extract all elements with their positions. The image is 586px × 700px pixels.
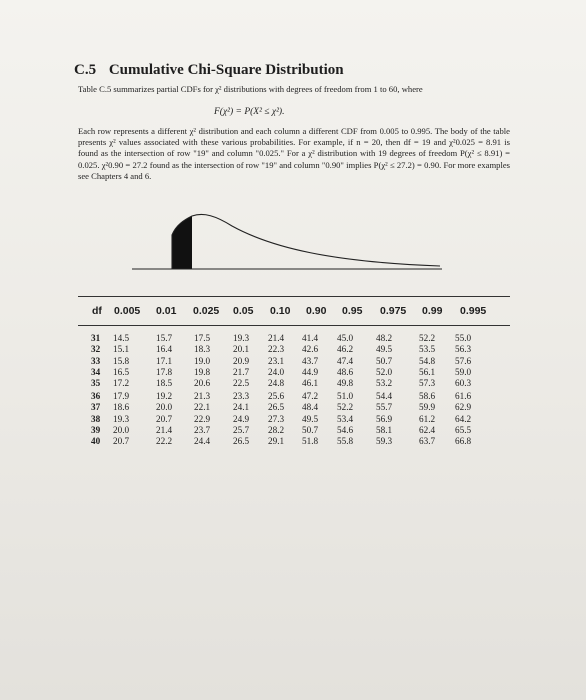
chi-square-value-cell: 52.2 bbox=[419, 333, 436, 343]
chi-square-value-cell: 59.3 bbox=[376, 436, 393, 447]
df-cell: 34 bbox=[91, 366, 101, 377]
table-row bbox=[86, 425, 516, 436]
chi-square-value-cell: 29.1 bbox=[268, 436, 285, 447]
chi-square-value-cell: 59.9 bbox=[419, 402, 436, 413]
chi-square-value-cell: 51.8 bbox=[302, 436, 319, 447]
table-row-group bbox=[86, 391, 516, 447]
chi-square-value-cell: 20.7 bbox=[156, 413, 173, 424]
column-header-probability: 0.01 bbox=[156, 305, 177, 317]
chi-square-value-cell: 17.2 bbox=[113, 378, 130, 389]
df-cell: 33 bbox=[91, 355, 101, 366]
table-row bbox=[86, 378, 516, 389]
table-row bbox=[86, 344, 516, 355]
chi-square-value-cell: 17.9 bbox=[113, 391, 130, 401]
chi-square-value-cell: 56.3 bbox=[455, 344, 472, 355]
table-row bbox=[86, 356, 516, 367]
column-header-probability: 0.995 bbox=[460, 305, 487, 317]
chi-square-value-cell: 19.8 bbox=[194, 366, 211, 377]
chi-square-value-cell: 55.8 bbox=[337, 436, 354, 447]
chi-square-value-cell: 61.2 bbox=[419, 413, 436, 424]
left-tail-shaded-area bbox=[172, 216, 192, 269]
section-number: C.5 bbox=[74, 62, 97, 78]
df-cell: 39 bbox=[91, 424, 101, 435]
column-header-probability: 0.90 bbox=[306, 305, 327, 317]
chi-square-value-cell: 16.5 bbox=[113, 366, 130, 377]
explanation-paragraph: Each row represents a different χ² distribution and each column a different CDF from 0.005 to 0.995. The body of the table presents χ² values associated with these various probabilities. For example, if n = 20, then df = 19 and χ²0.025 = 8.91 is found as the intersection of row "19" and column "0.025." For a χ² distribution with 19 degrees of freedom P(χ² ≤ 8.91) = 0.025. χ²0.90 = 27.2 found as the intersection of row "19" and column "0.90" implies P(χ² ≤ 27.2) = 0.90. For more examples see Chapters 4 and 6. bbox=[78, 126, 510, 181]
df-cell: 31 bbox=[91, 333, 101, 343]
chi-square-value-cell: 19.3 bbox=[233, 333, 250, 343]
column-header-probability: 0.99 bbox=[422, 305, 443, 317]
column-header-df: df bbox=[92, 305, 102, 317]
chi-square-value-cell: 20.0 bbox=[113, 424, 130, 435]
section-heading bbox=[74, 62, 344, 79]
column-header-probability: 0.10 bbox=[270, 305, 291, 317]
chi-square-value-cell: 22.9 bbox=[194, 413, 211, 424]
chi-square-value-cell: 49.8 bbox=[337, 378, 354, 389]
chi-square-value-cell: 48.6 bbox=[337, 366, 354, 377]
chi-square-density-curve-icon bbox=[132, 212, 442, 270]
chi-square-value-cell: 16.4 bbox=[156, 344, 173, 355]
chi-square-value-cell: 62.9 bbox=[455, 402, 472, 413]
column-header-probability: 0.95 bbox=[342, 305, 363, 317]
chi-square-value-cell: 41.4 bbox=[302, 333, 319, 343]
chi-square-value-cell: 15.1 bbox=[113, 344, 130, 355]
chi-square-value-cell: 53.4 bbox=[337, 413, 354, 424]
chi-square-value-cell: 64.2 bbox=[455, 413, 472, 424]
chi-square-value-cell: 20.0 bbox=[156, 402, 173, 413]
chi-square-value-cell: 47.2 bbox=[302, 391, 319, 401]
column-header-probability: 0.025 bbox=[193, 305, 220, 317]
df-cell: 40 bbox=[91, 436, 101, 447]
chi-square-value-cell: 50.7 bbox=[302, 424, 319, 435]
chi-square-value-cell: 17.5 bbox=[194, 333, 211, 343]
chi-square-value-cell: 21.7 bbox=[233, 366, 250, 377]
chi-square-value-cell: 42.6 bbox=[302, 344, 319, 355]
chi-square-value-cell: 53.2 bbox=[376, 378, 393, 389]
chi-square-value-cell: 28.2 bbox=[268, 424, 285, 435]
chi-square-value-cell: 25.7 bbox=[233, 424, 250, 435]
chi-square-value-cell: 22.1 bbox=[194, 402, 211, 413]
chi-square-value-cell: 58.6 bbox=[419, 391, 436, 401]
chi-square-value-cell: 22.3 bbox=[268, 344, 285, 355]
chi-square-value-cell: 50.7 bbox=[376, 355, 393, 366]
table-row bbox=[86, 367, 516, 378]
chi-square-value-cell: 22.5 bbox=[233, 378, 250, 389]
column-header-probability: 0.05 bbox=[233, 305, 254, 317]
chi-square-value-cell: 18.5 bbox=[156, 378, 173, 389]
chi-square-value-cell: 44.9 bbox=[302, 366, 319, 377]
chi-square-value-cell: 20.7 bbox=[113, 436, 130, 447]
df-cell: 37 bbox=[91, 402, 101, 413]
chi-square-value-cell: 61.6 bbox=[455, 391, 472, 401]
chi-square-value-cell: 22.2 bbox=[156, 436, 173, 447]
chi-square-value-cell: 21.4 bbox=[156, 424, 173, 435]
chi-square-value-cell: 46.1 bbox=[302, 378, 319, 389]
chi-square-value-cell: 63.7 bbox=[419, 436, 436, 447]
chi-square-value-cell: 47.4 bbox=[337, 355, 354, 366]
chi-square-value-cell: 57.3 bbox=[419, 378, 436, 389]
df-cell: 35 bbox=[91, 378, 101, 389]
chi-square-value-cell: 23.1 bbox=[268, 355, 285, 366]
chi-square-value-cell: 65.5 bbox=[455, 424, 472, 435]
chi-square-value-cell: 14.5 bbox=[113, 333, 130, 343]
table-top-rule bbox=[78, 296, 510, 297]
table-row bbox=[86, 436, 516, 447]
chi-square-value-cell: 19.2 bbox=[156, 391, 173, 401]
chi-square-value-cell: 52.0 bbox=[376, 366, 393, 377]
chi-square-value-cell: 23.3 bbox=[233, 391, 250, 401]
chi-square-value-cell: 46.2 bbox=[337, 344, 354, 355]
chi-square-value-cell: 24.8 bbox=[268, 378, 285, 389]
chi-square-value-cell: 20.9 bbox=[233, 355, 250, 366]
chi-square-value-cell: 15.7 bbox=[156, 333, 173, 343]
table-row-group bbox=[86, 333, 516, 389]
table-row bbox=[86, 414, 516, 425]
column-header-probability: 0.975 bbox=[380, 305, 407, 317]
chi-square-value-cell: 58.1 bbox=[376, 424, 393, 435]
chi-square-value-cell: 24.0 bbox=[268, 366, 285, 377]
cdf-formula: F(χ²) = P(X² ≤ χ²). bbox=[214, 107, 285, 117]
chi-square-value-cell: 20.6 bbox=[194, 378, 211, 389]
chi-square-value-cell: 19.3 bbox=[113, 413, 130, 424]
chi-square-value-cell: 59.0 bbox=[455, 366, 472, 377]
chi-square-value-cell: 55.0 bbox=[455, 333, 472, 343]
intro-paragraph: Table C.5 summarizes partial CDFs for χ² distributions with degrees of freedom from 1 to 60, where bbox=[78, 84, 423, 94]
chi-square-value-cell: 15.8 bbox=[113, 355, 130, 366]
table-header-rule bbox=[78, 325, 510, 326]
chi-square-value-cell: 18.3 bbox=[194, 344, 211, 355]
chi-square-value-cell: 21.4 bbox=[268, 333, 285, 343]
chi-square-value-cell: 57.6 bbox=[455, 355, 472, 366]
chi-square-value-cell: 25.6 bbox=[268, 391, 285, 401]
chi-square-value-cell: 66.8 bbox=[455, 436, 472, 447]
section-title: Cumulative Chi-Square Distribution bbox=[108, 62, 344, 78]
chi-square-value-cell: 54.4 bbox=[376, 391, 393, 401]
chi-square-value-cell: 26.5 bbox=[233, 436, 250, 447]
chi-square-value-cell: 17.1 bbox=[156, 355, 173, 366]
chi-square-value-cell: 55.7 bbox=[376, 402, 393, 413]
chi-square-value-cell: 48.2 bbox=[376, 333, 393, 343]
chi-square-value-cell: 45.0 bbox=[337, 333, 354, 343]
chi-square-value-cell: 24.9 bbox=[233, 413, 250, 424]
chi-square-value-cell: 21.3 bbox=[194, 391, 211, 401]
chi-square-value-cell: 17.8 bbox=[156, 366, 173, 377]
table-row bbox=[86, 391, 516, 402]
chi-square-value-cell: 23.7 bbox=[194, 424, 211, 435]
chi-square-value-cell: 43.7 bbox=[302, 355, 319, 366]
chi-square-value-cell: 56.9 bbox=[376, 413, 393, 424]
chi-square-value-cell: 49.5 bbox=[376, 344, 393, 355]
chi-square-value-cell: 18.6 bbox=[113, 402, 130, 413]
df-cell: 36 bbox=[91, 391, 101, 401]
chi-square-value-cell: 19.0 bbox=[194, 355, 211, 366]
chi-square-value-cell: 26.5 bbox=[268, 402, 285, 413]
density-curve-line bbox=[172, 214, 440, 269]
table-row bbox=[86, 402, 516, 413]
chi-square-value-cell: 52.2 bbox=[337, 402, 354, 413]
chi-square-value-cell: 20.1 bbox=[233, 344, 250, 355]
chi-square-value-cell: 51.0 bbox=[337, 391, 354, 401]
chi-square-value-cell: 53.5 bbox=[419, 344, 436, 355]
chi-square-value-cell: 24.4 bbox=[194, 436, 211, 447]
chi-square-value-cell: 54.8 bbox=[419, 355, 436, 366]
chi-square-value-cell: 24.1 bbox=[233, 402, 250, 413]
chi-square-value-cell: 62.4 bbox=[419, 424, 436, 435]
chi-square-value-cell: 49.5 bbox=[302, 413, 319, 424]
chi-square-value-cell: 27.3 bbox=[268, 413, 285, 424]
chi-square-value-cell: 56.1 bbox=[419, 366, 436, 377]
df-cell: 32 bbox=[91, 344, 101, 355]
chi-square-value-cell: 60.3 bbox=[455, 378, 472, 389]
df-cell: 38 bbox=[91, 413, 101, 424]
column-header-probability: 0.005 bbox=[114, 305, 141, 317]
chi-square-value-cell: 54.6 bbox=[337, 424, 354, 435]
chi-square-value-cell: 48.4 bbox=[302, 402, 319, 413]
table-row bbox=[86, 333, 516, 344]
